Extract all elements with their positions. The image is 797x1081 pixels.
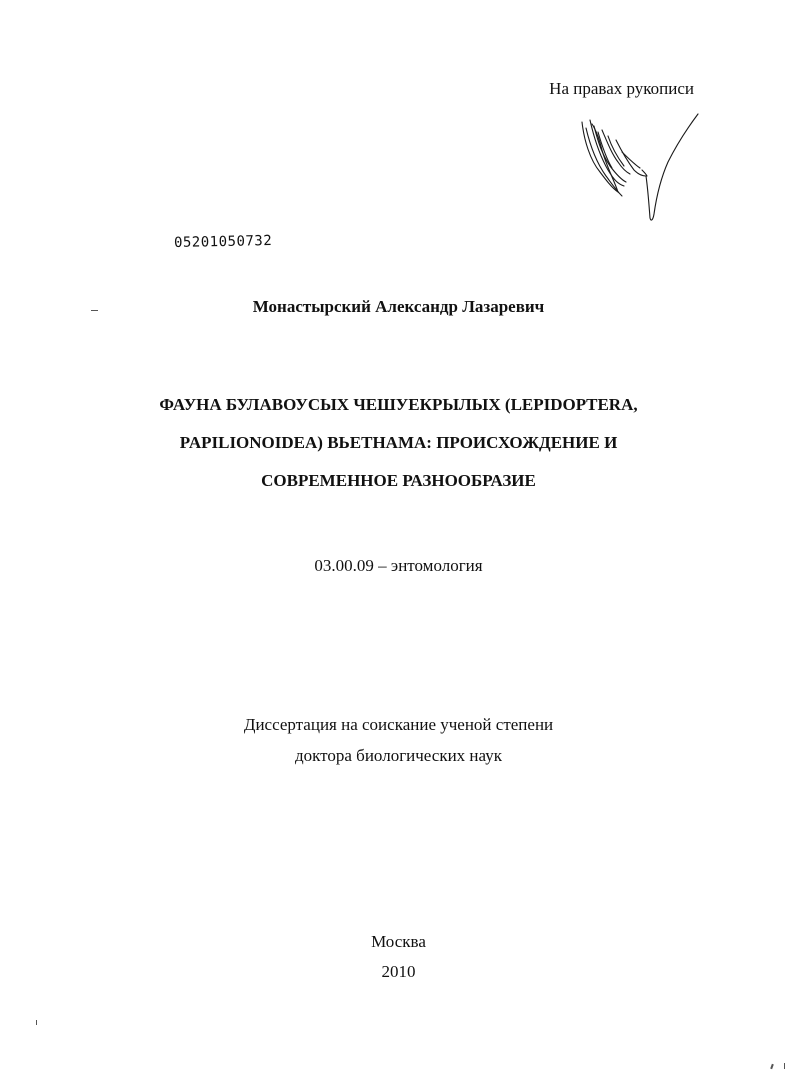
title-line-3: СОВРЕМЕННОЕ РАЗНООБРАЗИЕ <box>261 471 536 490</box>
handwritten-signature <box>572 110 707 225</box>
author-name: Монастырский Александр Лазаревич <box>252 297 545 316</box>
degree-line-2: доктора биологических наук <box>295 746 502 765</box>
margin-mark-bottom-left <box>36 1020 37 1025</box>
degree-line-1: Диссертация на соискание ученой степени <box>243 715 554 734</box>
dissertation-title <box>120 386 677 500</box>
city: Москва <box>371 932 426 951</box>
margin-mark-bottom-right-2 <box>784 1063 785 1069</box>
degree-statement <box>0 709 797 771</box>
title-line-2: PAPILIONOIDEA) ВЬЕТНАМА: ПРОИСХОЖДЕНИЕ И <box>179 433 618 452</box>
archive-code: 05201050732 <box>173 232 273 251</box>
year: 2010 <box>381 962 416 981</box>
city-year <box>0 927 797 987</box>
title-line-1: ФАУНА БУЛАВОУСЫХ ЧЕШУЕКРЫЛЫХ (LEPIDOPTERA, <box>159 395 638 414</box>
margin-mark-bottom-right-1 <box>770 1064 774 1069</box>
specialty-code: 03.00.09 – энтомология <box>314 556 483 575</box>
rights-note: На правах рукописи <box>549 79 694 98</box>
